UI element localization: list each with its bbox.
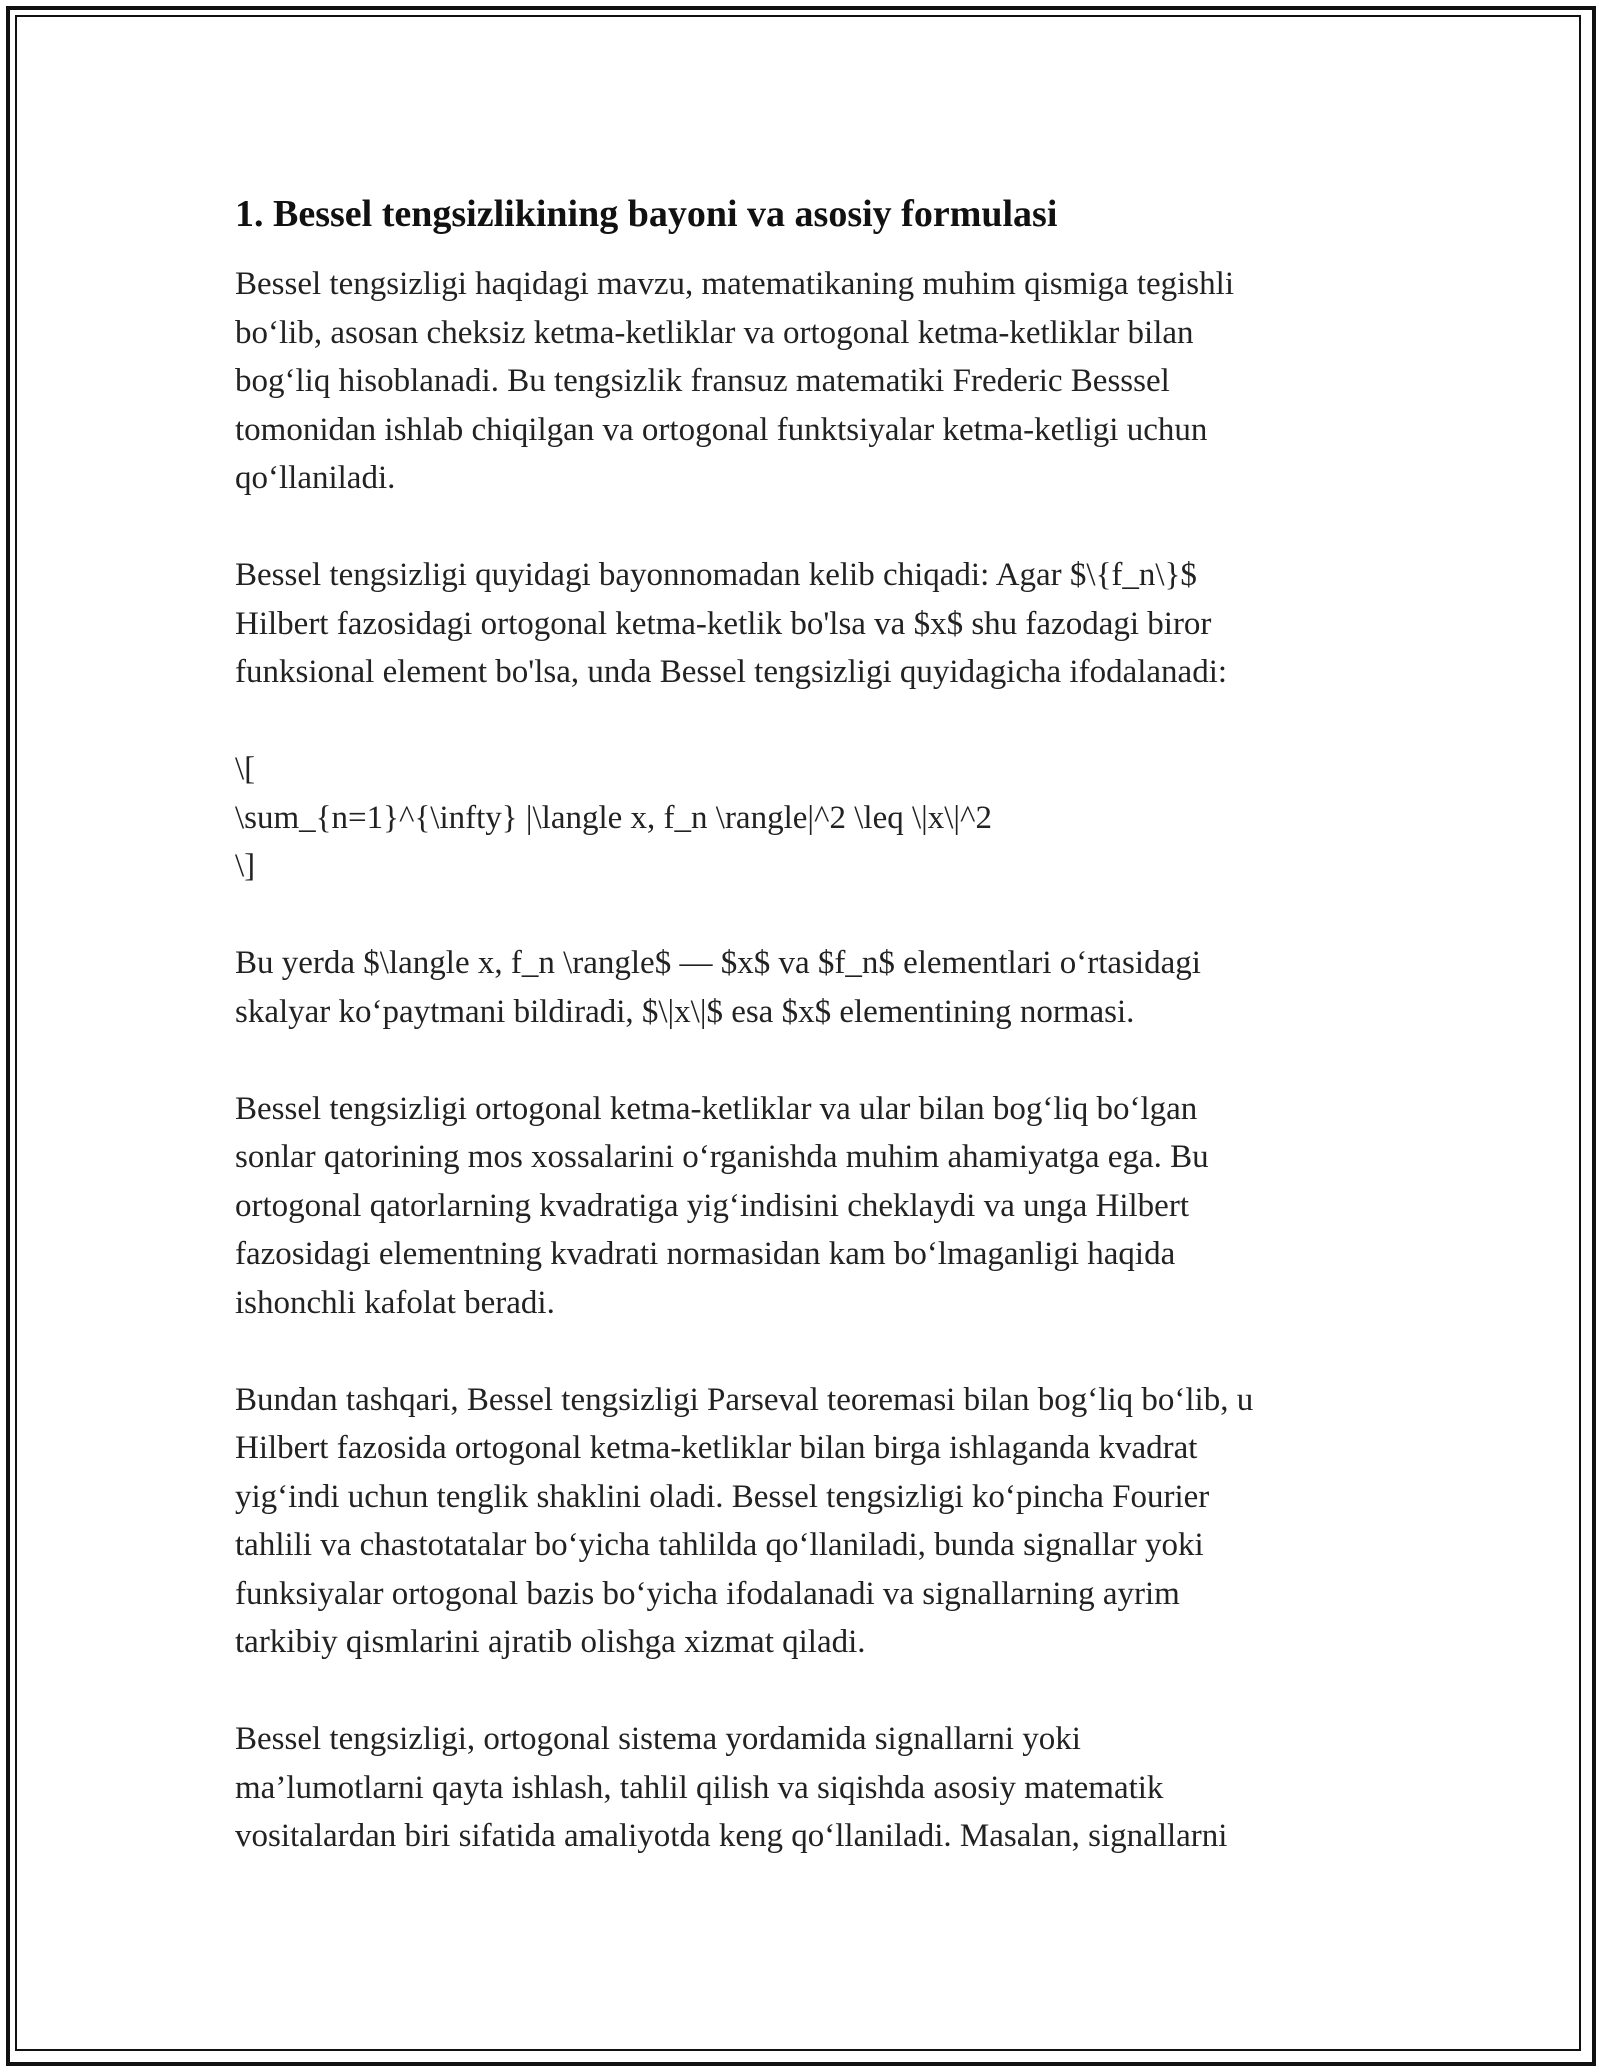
paragraph-applications: Bessel tengsizligi, ortogonal sistema yordamida signallarni yoki ma’lumotlarni qayta ishlash, tahlil qilish va siqishda asosiy matematik vositalardan biri sifatida amaliyotda keng qo‘llaniladi. Masalan, signallarni [235,1721,1228,1854]
paragraph-statement: Bessel tengsizligi quyidagi bayonnomadan kelib chiqadi: Agar $\{f_n\}$ Hilbert fazosidagi ortogonal ketma-ketlik bo'lsa va $x$ shu fazodagi biror funksional element bo'lsa, unda Bessel tengsizligi quyidagicha ifodalanadi: [235,557,1228,690]
paragraph-spacer [235,1036,1395,1085]
paragraph-importance: Bessel tengsizligi ortogonal ketma-ketliklar va ular bilan bog‘liq bo‘lgan sonlar qatorining mos xossalarini o‘rganishda muhim ahamiyatga ega. Bu ortogonal qatorlarning kvadratiga yig‘indisini cheklaydi va unga Hilbert fazosidagi elementning kvadrati normasidan kam bo‘lmaganligi haqida ishonchli kafolat beradi. [235,1090,1209,1321]
paragraph-spacer [235,697,1395,746]
paragraph-notation: Bu yerda $\langle x, f_n \rangle$ — $x$ va $f_n$ elementlari o‘rtasidagi skalyar ko‘paytmani bildiradi, $\|x\|$ esa $x$ elementining normasi. [235,945,1201,1030]
section-heading: 1. Bessel tengsizlikining bayoni va asosiy formulasi [235,193,1058,235]
paragraph-spacer [235,1667,1395,1716]
formula-block: \[ \sum_{n=1}^{\infty} |\langle x, f_n \rangle|^2 \leq \|x\|^2 \] [235,751,993,884]
paragraph-spacer [235,891,1395,940]
paragraph-intro: Bessel tengsizligi haqidagi mavzu, matematikaning muhim qismiga tegishli bo‘lib, asosan cheksiz ketma-ketliklar va ortogonal ketma-ketliklar bilan bog‘liq hisoblanadi. Bu tengsizlik fransuz matematiki Frederic Besssel tomonidan ishlab chiqilgan va ortogonal funktsiyalar ketma-ketligi uchun qo‘llaniladi. [235,266,1234,496]
paragraph-spacer [235,503,1395,552]
paragraph-spacer [235,1327,1395,1376]
document-body [235,188,1395,1861]
paragraph-parseval: Bundan tashqari, Bessel tengsizligi Parseval teoremasi bilan bog‘liq bo‘lib, u Hilbert fazosida ortogonal ketma-ketliklar bilan birga ishlaganda kvadrat yig‘indi uchun tenglik shaklini oladi. Bessel tengsizligi ko‘pincha Fourier tahlili va chastotatalar bo‘yicha tahlilda qo‘llaniladi, bunda signallar yoki funksiyalar ortogonal bazis bo‘yicha ifodalanadi va signallarning ayrim tarkibiy qismlarini ajratib olishga xizmat qiladi. [235,1381,1254,1660]
